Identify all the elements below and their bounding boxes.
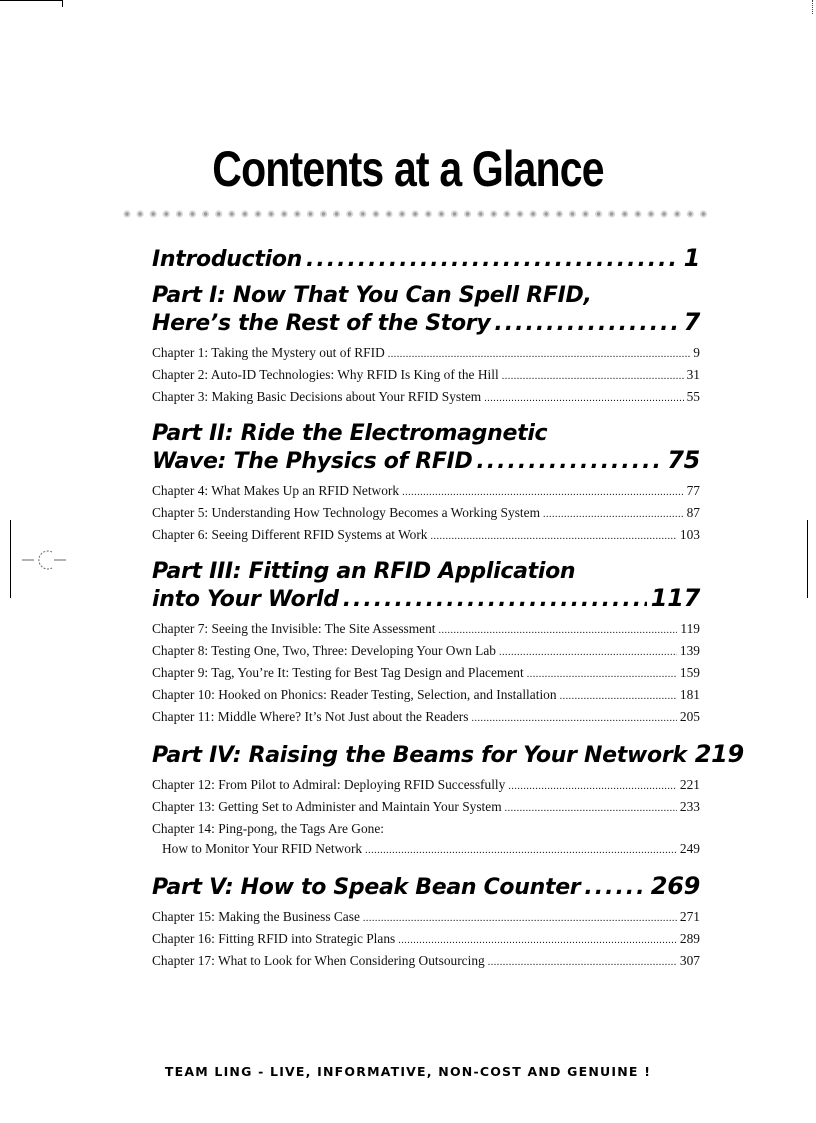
chapter-entry[interactable] (152, 387, 700, 409)
chapter-title: Chapter 5: Understanding How Technology Becomes a Working System (152, 505, 540, 520)
part-title-line: Part V: How to Speak Bean Counter (152, 875, 581, 900)
dot-leader (398, 931, 677, 951)
chapter-page: 271 (679, 909, 700, 924)
chapter-title: Chapter 17: What to Look for When Considering Outsourcing (152, 953, 485, 968)
chapter-page: 205 (679, 709, 700, 724)
chapter-entry[interactable] (152, 929, 700, 951)
crop-mark-top-left (0, 0, 63, 7)
footer-tagline: TEAM LING - LIVE, INFORMATIVE, NON-COST AND GENUINE ! (164, 1064, 652, 1079)
chapter-entry[interactable] (152, 907, 700, 929)
chapter-entry[interactable] (152, 951, 700, 973)
chapter-title-continued: How to Monitor Your RFID Network (162, 841, 363, 856)
chapter-title: Chapter 16: Fitting RFID into Strategic Plans (152, 931, 396, 946)
dot-leader (560, 687, 677, 707)
chapter-page: 159 (679, 665, 700, 680)
registration-mark-icon (22, 548, 68, 572)
chapter-title: Chapter 3: Making Basic Decisions about Your RFID System (152, 389, 482, 404)
dot-leader (494, 311, 679, 337)
crop-mark-top-right (812, 0, 814, 14)
part-title-line: Part III: Fitting an RFID Application (152, 559, 576, 584)
chapter-title: Chapter 15: Making the Business Case (152, 909, 360, 924)
part-title-line: into Your World (152, 587, 339, 612)
chapter-title: Chapter 11: Middle Where? It’s Not Just about the Readers (152, 709, 469, 724)
chapter-entry[interactable] (152, 365, 700, 387)
dot-leader (402, 483, 684, 503)
introduction-page: 1 (683, 244, 700, 272)
part-title-line: Wave: The Physics of RFID (152, 449, 473, 474)
dot-leader (502, 367, 684, 387)
toc-part-5[interactable] (152, 873, 700, 901)
dot-leader (584, 875, 646, 901)
chapter-entry[interactable] (152, 707, 700, 729)
chapter-entry[interactable] (152, 503, 700, 525)
chapter-page: 77 (686, 483, 700, 498)
chapter-entry[interactable] (152, 685, 700, 707)
chapter-page: 289 (679, 931, 700, 946)
chapter-entry[interactable] (152, 775, 700, 797)
chapter-title: Chapter 9: Tag, You’re It: Testing for Best Tag Design and Placement (152, 665, 524, 680)
chapter-entry[interactable] (152, 663, 700, 685)
part-page: 219 (694, 740, 744, 768)
chapter-title: Chapter 14: Ping-pong, the Tags Are Gone: (152, 821, 385, 836)
chapter-entry[interactable] (152, 619, 700, 641)
chapter-title: Chapter 8: Testing One, Two, Three: Developing Your Own Lab (152, 643, 497, 658)
part-title-line: Here’s the Rest of the Story (152, 311, 491, 336)
chapter-page: 55 (686, 389, 700, 404)
chapter-title: Chapter 7: Seeing the Invisible: The Site Assessment (152, 621, 436, 636)
dot-leader (499, 643, 677, 663)
chapter-list (152, 775, 700, 861)
dot-leader (488, 953, 677, 973)
dot-leader (471, 709, 676, 729)
page-title: Contents at a Glance (212, 141, 604, 197)
chapter-title: Chapter 4: What Makes Up an RFID Network (152, 483, 400, 498)
dot-leader (343, 587, 647, 613)
dot-leader (439, 621, 678, 641)
toc-introduction[interactable] (152, 245, 700, 273)
dot-leader (505, 799, 677, 819)
toc-part-2[interactable] (152, 421, 700, 475)
toc-part-1[interactable] (152, 283, 700, 337)
side-bar-right (807, 520, 808, 598)
toc-part-4[interactable] (152, 740, 744, 769)
chapter-page: 181 (679, 687, 700, 702)
ornamental-dot-rule (122, 208, 712, 220)
part-page: 117 (650, 584, 700, 612)
chapter-title: Chapter 12: From Pilot to Admiral: Deploying RFID Successfully (152, 777, 506, 792)
introduction-label: Introduction (152, 247, 303, 272)
chapter-page: 233 (679, 799, 700, 814)
chapter-list (152, 481, 700, 547)
chapter-page: 307 (679, 953, 700, 968)
dot-leader (388, 345, 691, 365)
chapter-page: 87 (686, 505, 700, 520)
chapter-entry[interactable] (152, 525, 700, 547)
part-title-line: Part II: Ride the Electromagnetic (152, 421, 548, 446)
chapter-title: Chapter 10: Hooked on Phonics: Reader Testing, Selection, and Installation (152, 687, 557, 702)
part-page: 269 (650, 872, 700, 900)
chapter-entry[interactable] (152, 819, 700, 861)
dot-leader (431, 527, 677, 547)
part-title-line: Part IV: Raising the Beams for Your Network (152, 743, 687, 768)
dot-leader (363, 909, 677, 929)
chapter-title: Chapter 6: Seeing Different RFID Systems at Work (152, 527, 428, 542)
chapter-page: 31 (686, 367, 700, 382)
chapter-page: 221 (679, 777, 700, 792)
chapter-page: 249 (679, 841, 700, 856)
chapter-page: 139 (679, 643, 700, 658)
chapter-entry[interactable] (152, 797, 700, 819)
chapter-list (152, 343, 700, 409)
chapter-list (152, 907, 700, 973)
chapter-title: Chapter 1: Taking the Mystery out of RFID (152, 345, 385, 360)
dot-leader (476, 449, 663, 475)
dot-leader (543, 505, 684, 525)
chapter-entry[interactable] (152, 481, 700, 503)
part-title-line: Part I: Now That You Can Spell RFID, (152, 283, 592, 308)
dot-leader (306, 247, 680, 273)
chapter-title: Chapter 2: Auto-ID Technologies: Why RFID Is King of the Hill (152, 367, 499, 382)
chapter-title: Chapter 13: Getting Set to Administer and Maintain Your System (152, 799, 502, 814)
dot-leader (527, 665, 677, 685)
dot-leader (365, 841, 677, 861)
chapter-page: 103 (679, 527, 700, 542)
side-bar-left (10, 520, 11, 598)
chapter-entry[interactable] (152, 641, 700, 663)
table-of-contents (152, 244, 744, 985)
chapter-page: 9 (693, 345, 700, 360)
chapter-list (152, 619, 700, 729)
toc-part-3[interactable] (152, 559, 700, 613)
dot-leader (484, 389, 683, 409)
chapter-entry[interactable] (152, 343, 700, 365)
part-page: 7 (683, 308, 700, 336)
chapter-page: 119 (680, 621, 700, 636)
part-page: 75 (667, 446, 700, 474)
dot-leader (508, 777, 677, 797)
